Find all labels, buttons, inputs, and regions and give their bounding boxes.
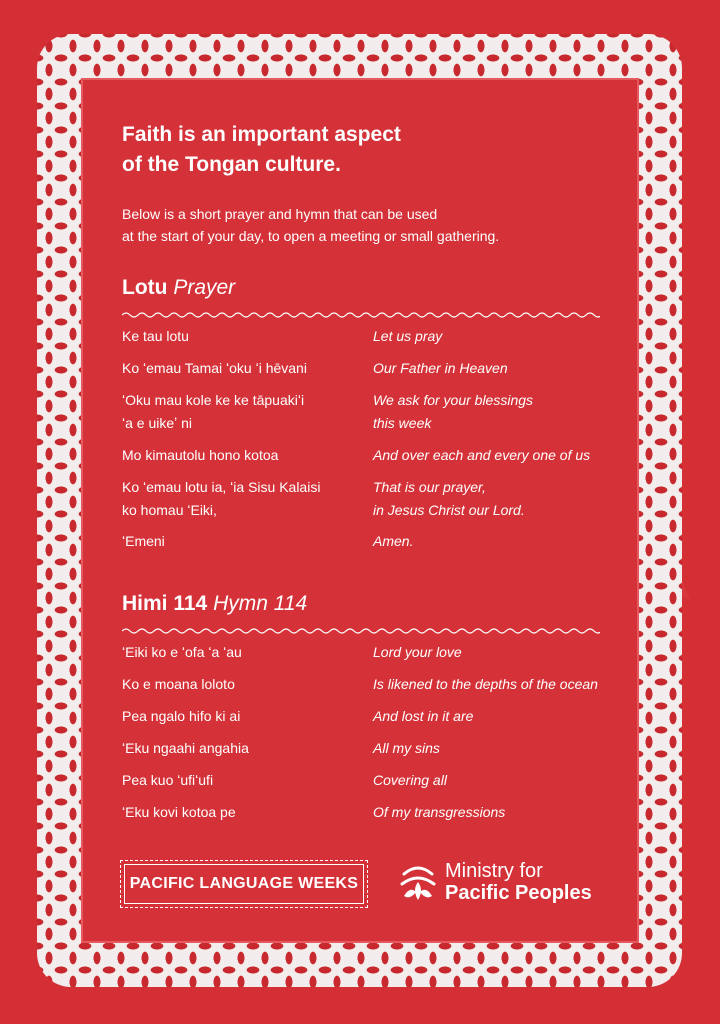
prayer-line-english: That is our prayer, in Jesus Christ our Lord. [373,479,525,518]
hymn-wavy-divider [122,627,600,635]
hymn-line-tongan: ʻEku ngaahi angahia [122,740,249,756]
prayer-line-tongan: ʻOku mau kole ke ke tāpuakiʻi ʻa e uikeʼ ni [122,392,305,431]
hymn-line-english: And lost in it are [373,708,474,724]
ministry-logo [398,858,628,908]
hymn-heading [122,590,307,618]
intro-title-line-2: of the Tongan culture. [122,153,341,176]
hymn-heading-tongan: Himi 114 [122,592,208,615]
prayer-line-tongan: Ko ʻemau lotu ia, ʻia Sisu Kalaisi ko homau ʻEiki, [122,479,321,518]
intro-text-line-2: at the start of your day, to open a meeting or small gathering. [122,228,500,244]
hymn-line-english: Covering all [373,772,447,788]
hymn-line-english: Of my transgressions [373,804,506,820]
hymn-line-english: Lord your love [373,644,462,660]
intro-title [122,120,522,180]
ministry-name-line-1: Ministry for [445,860,543,882]
prayer-heading-tongan: Lotu [122,276,168,299]
ministry-leaf-icon [398,860,438,902]
intro-text-line-1: Below is a short prayer and hymn that can be used [122,206,438,222]
prayer-line-english: Amen. [373,533,414,549]
prayer-heading [122,274,235,302]
prayer-line-tongan: Mo kimautolu hono kotoa [122,447,279,463]
prayer-heading-english: Prayer [173,276,236,299]
hymn-line-tongan: Pea ngalo hifo ki ai [122,708,241,724]
badge-text: PACIFIC LANGUAGE WEEKS [129,875,359,892]
hymn-line-tongan: ʻEku kovi kotoa pe [122,804,236,820]
intro-text [122,203,562,247]
hymn-line-tongan: Pea kuo ʻufiʻufi [122,772,214,788]
intro-title-line-1: Faith is an important aspect [122,123,401,146]
hymn-line-tongan: Ko e moana loloto [122,676,235,692]
prayer-line-tongan: ʻEmeni [122,533,165,549]
prayer-line-english: Our Father in Heaven [373,360,508,376]
prayer-line-english: Let us pray [373,328,443,344]
hymn-heading-english: Hymn 114 [213,592,308,615]
prayer-wavy-divider [122,311,600,319]
pacific-language-weeks-badge [120,860,368,908]
ministry-name-line-2: Pacific Peoples [445,882,592,904]
hymn-line-english: All my sins [373,740,440,756]
prayer-line-tongan: Ko ʻemau Tamai ʻoku ʻi hēvani [122,360,307,376]
prayer-line-english: And over each and every one of us [373,447,591,463]
prayer-line-tongan: Ke tau lotu [122,328,189,344]
hymn-line-tongan: ʻEiki ko e ʻofa ʻa ʻau [122,644,242,660]
prayer-line-english: We ask for your blessings this week [373,392,534,431]
hymn-line-english: Is likened to the depths of the ocean [373,676,598,692]
